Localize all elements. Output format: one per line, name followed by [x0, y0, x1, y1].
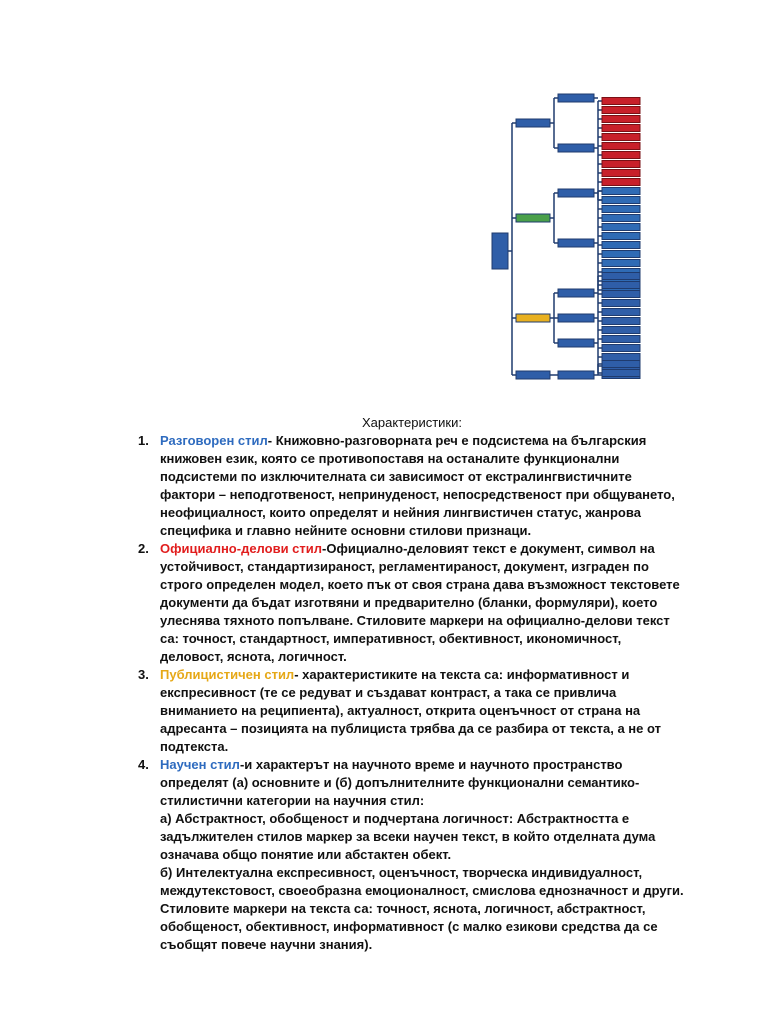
page-title: Характеристики: — [361, 415, 462, 430]
paragraph-c: Стиловите маркери на текста са: точност, яснота, логичност, абстрактност, обобщеност, обективност, информативност (с малко езикови средства да се съобщят повече научни знания). — [160, 901, 658, 952]
item-text: - характеристиките на текста са: информативност и експресивност (те се редуват и създават контраст, а така се привлича вниманието на реципиента), актуалност, открита оценъчност от страна на адресанта – позицията на публициста трябва да се разбира от текста, а не от подтекста. — [160, 667, 661, 754]
mind-map-leaf — [602, 354, 640, 361]
list-item-colloquial — [138, 432, 686, 540]
mind-map-leaf — [602, 300, 640, 307]
mind-map-sub-branch — [558, 371, 594, 379]
style-name-colloquial: Разговорен стил — [160, 433, 268, 448]
mind-map-sub-branch — [558, 189, 594, 197]
mind-map-root — [492, 233, 508, 269]
item-number: 2. — [138, 541, 149, 556]
item-number: 4. — [138, 757, 149, 772]
paragraph-b: б) Интелектуална експресивност, оценъчност, творческа индивидуалност, междутекстовост, своеобразна емоционалност, смислова еднозначност и други. — [160, 865, 684, 898]
mind-map-sub-branch — [558, 239, 594, 247]
style-name-official: Официално-делови стил — [160, 541, 323, 556]
mind-map-leaf — [602, 188, 640, 195]
mind-map-leaf — [602, 215, 640, 222]
mind-map-leaf — [602, 125, 640, 132]
item-number: 3. — [138, 667, 149, 682]
mind-map-branch — [516, 214, 550, 222]
mind-map-leaf — [602, 327, 640, 334]
styles-list — [138, 432, 686, 954]
mind-map-leaf — [602, 318, 640, 325]
mind-map-leaf — [602, 233, 640, 240]
mind-map-leaf — [602, 242, 640, 249]
mind-map-sub-branch — [558, 339, 594, 347]
styles-mind-map — [490, 88, 650, 388]
mind-map-leaf — [602, 370, 640, 377]
mind-map-sub-branch — [558, 94, 594, 102]
list-item-journalistic — [138, 666, 686, 756]
mind-map-leaf — [602, 170, 640, 177]
style-name-journalistic: Публицистичен стил — [160, 667, 295, 682]
mind-map-leaf — [602, 345, 640, 352]
mind-map-leaf — [602, 224, 640, 231]
mind-map-leaf — [602, 291, 640, 298]
paragraph-a: а) Абстрактност, обобщеност и подчертана логичност: Абстрактността е задължителен стилов маркер за всеки научен текст, в който отделната дума означава общо понятие или абстактен обект. — [160, 811, 656, 862]
mind-map-branch — [516, 371, 550, 379]
mind-map-leaf — [602, 251, 640, 258]
mind-map-leaf — [602, 143, 640, 150]
mind-map-leaf — [602, 197, 640, 204]
document-body — [138, 414, 686, 954]
list-item-scientific — [138, 756, 686, 954]
mind-map-leaf — [602, 336, 640, 343]
mind-map-leaf — [602, 273, 640, 280]
mind-map-leaf — [602, 107, 640, 114]
mind-map-sub-branch — [558, 289, 594, 297]
mind-map-leaf — [602, 260, 640, 267]
mind-map-leaf — [602, 161, 640, 168]
mind-map-sub-branch — [558, 314, 594, 322]
mind-map-leaf — [602, 309, 640, 316]
style-name-scientific: Научен стил — [160, 757, 240, 772]
mind-map-leaf — [602, 152, 640, 159]
list-item-official — [138, 540, 686, 666]
mind-map-leaf — [602, 116, 640, 123]
mind-map-sub-branch — [558, 144, 594, 152]
mind-map-leaf — [602, 282, 640, 289]
item-number: 1. — [138, 433, 149, 448]
mind-map-leaf — [602, 98, 640, 105]
mind-map-leaf — [602, 206, 640, 213]
mind-map-branch — [516, 119, 550, 127]
mind-map-leaf — [602, 361, 640, 368]
item-text: - Книжовно-разговорната реч е подсистема на българския книжовен език, която се противопоставя на останалите функционални подсистеми по изключителната си зависимост от екстралингвистичните фактори – неподготвеност, непринуденост, непосредственост при общуването, неофициалност, които определят и нейния лингвистичен статус, жанрова специфика и главно нейните основни стилови признаци. — [160, 433, 675, 538]
mind-map-leaf — [602, 134, 640, 141]
mind-map-leaf — [602, 179, 640, 186]
item-text: -и характерът на научното време и научното пространство определят (а) основните и (б) допълнителните функционални семантико-стилистични категории на научния стил: — [160, 757, 640, 808]
item-text: -Официално-деловият текст е документ, символ на устойчивост, стандартизираност, регламентираност, документ, изграден по строго определен модел, което пък от своя страна дава възможност текстовете документи да бъдат изготвяни и предварително (бланки, формуляри), което улеснява тяхното попълване. Стиловите маркери на официално-делови текст са: точност, стандартност, императивност, обективност, икономичност, деловост, яснота, логичност. — [160, 541, 680, 664]
mind-map-branch — [516, 314, 550, 322]
